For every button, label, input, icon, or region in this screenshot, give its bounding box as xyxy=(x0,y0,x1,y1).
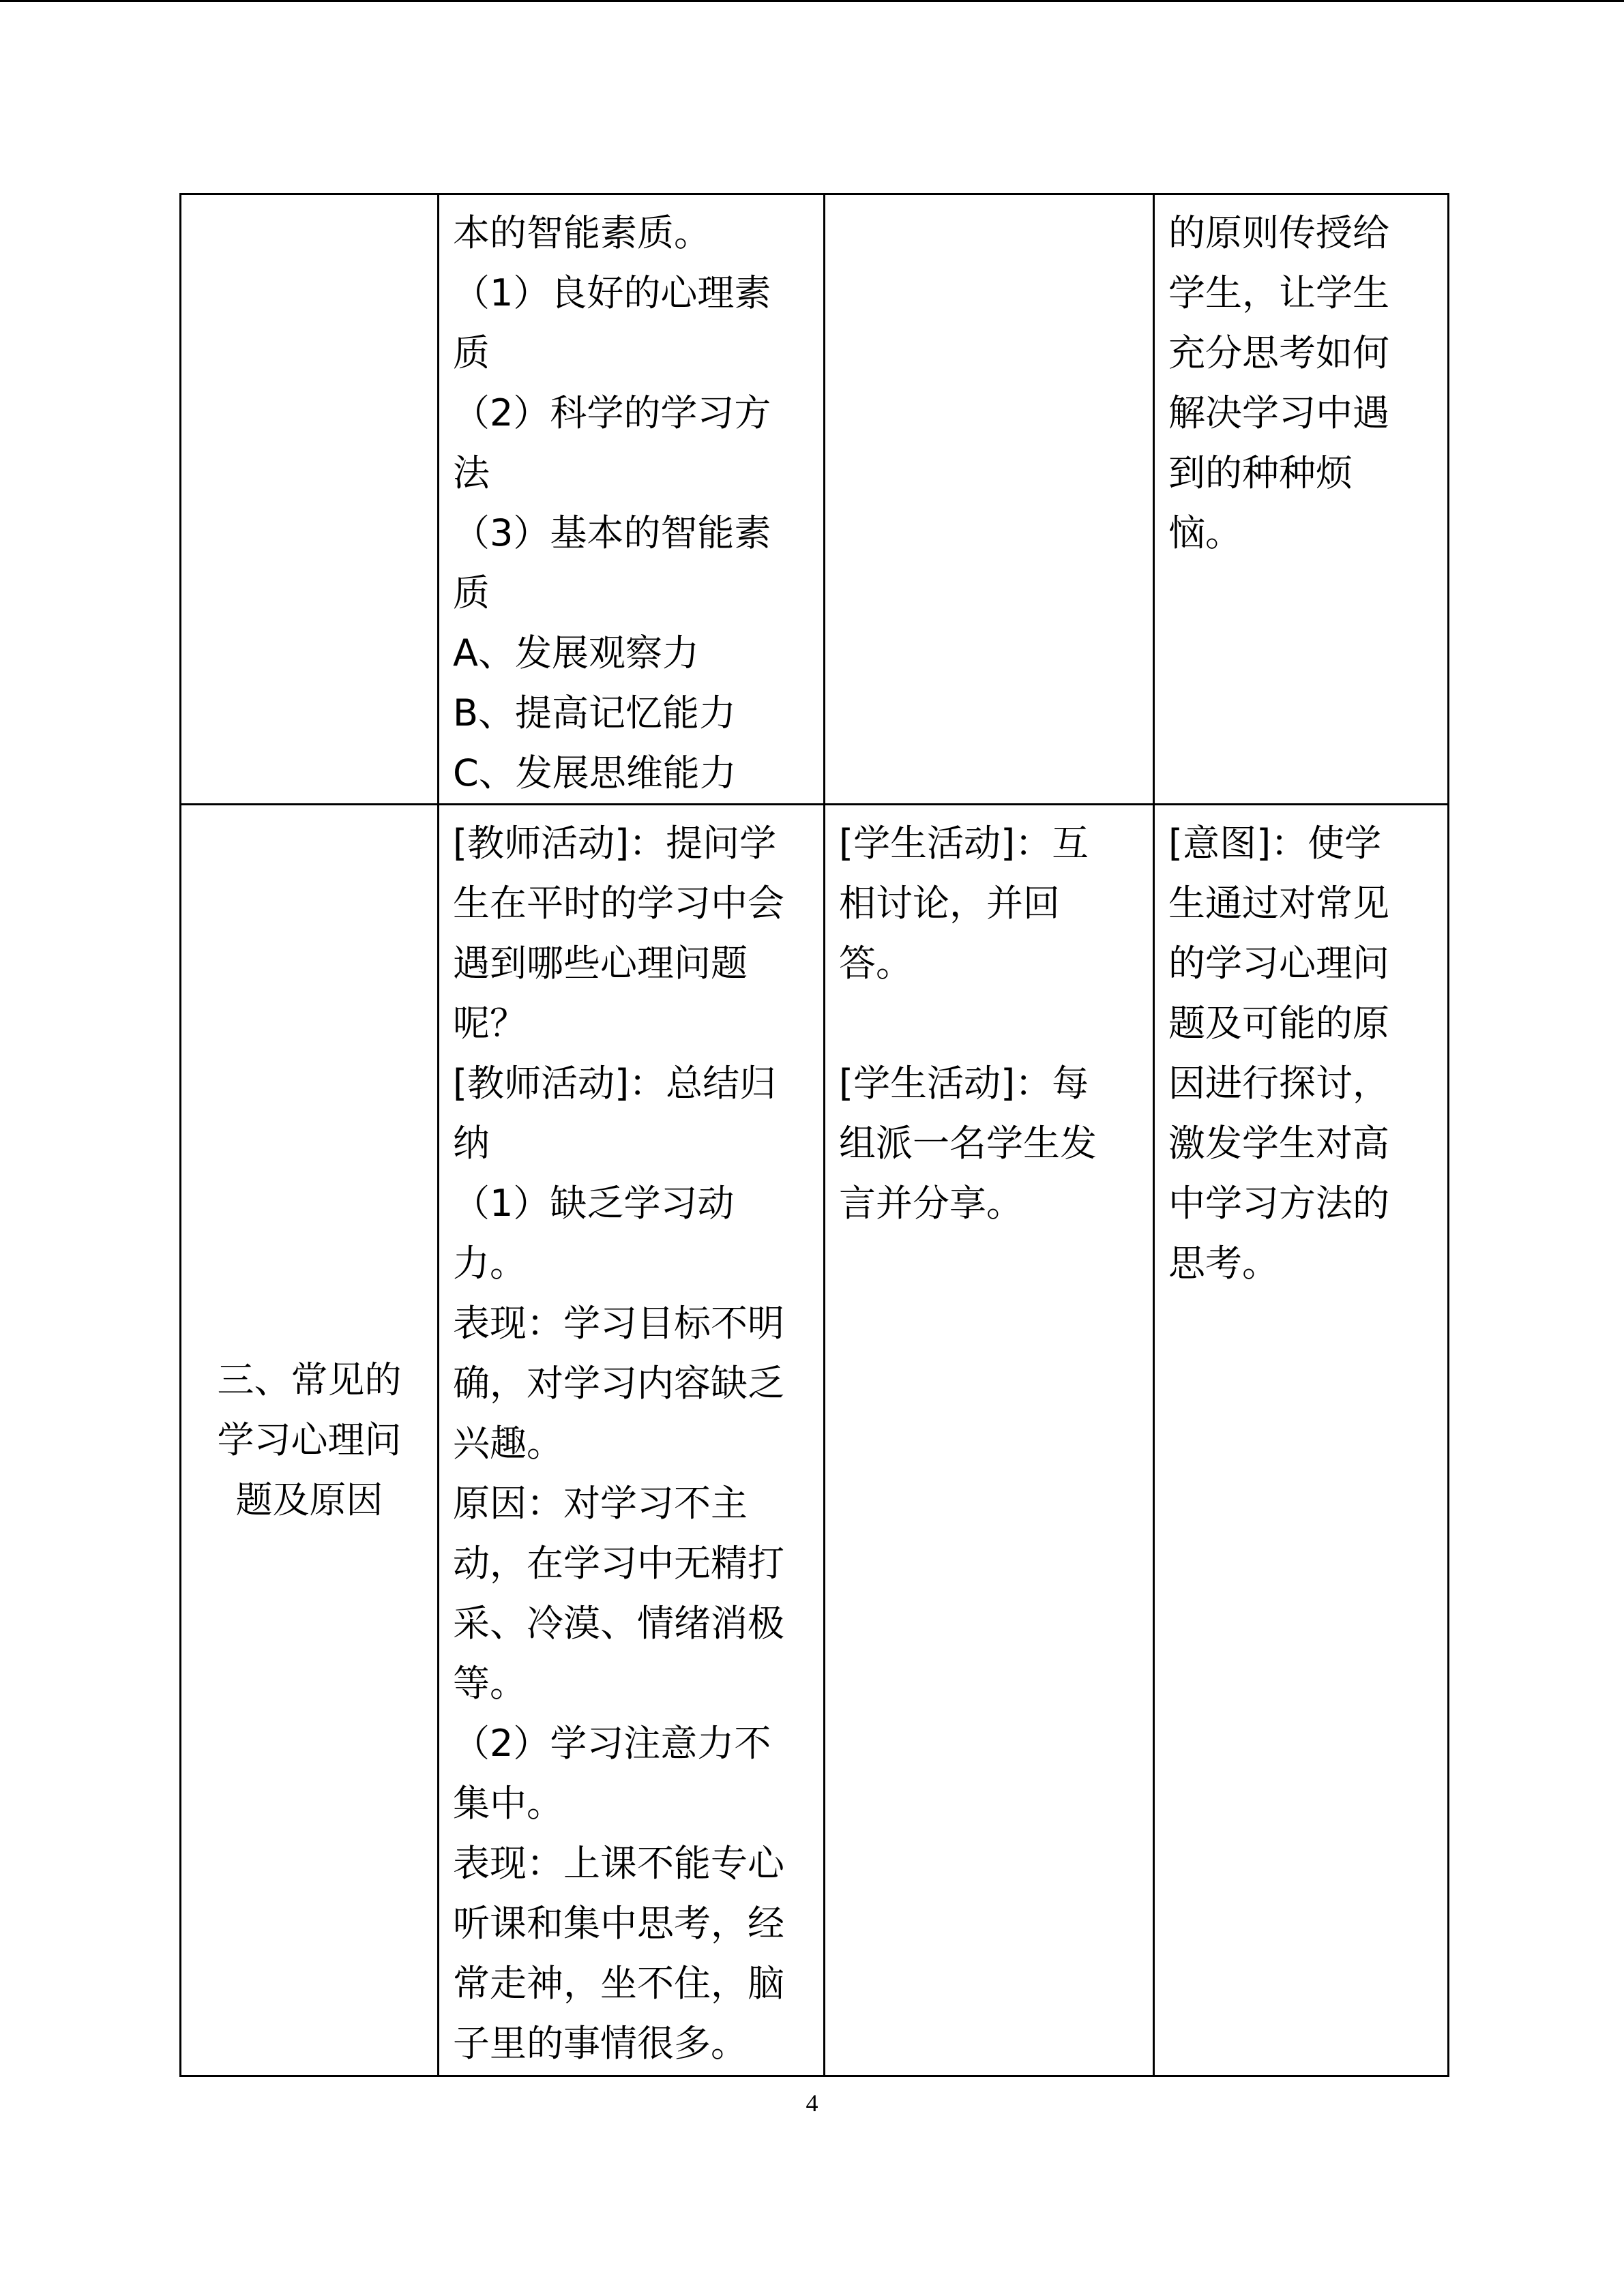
text-line: 集中。 xyxy=(453,1782,563,1825)
text-line: （1）缺乏学习动 xyxy=(453,1182,735,1225)
text-line: （2）科学的学习方 xyxy=(453,391,771,434)
table-row xyxy=(181,805,1449,2076)
text-line: 质 xyxy=(453,571,490,614)
text-line: 兴趣。 xyxy=(453,1422,563,1465)
text-line: [学生活动]：互 xyxy=(839,822,1089,865)
text-line: [教师活动]：提问学 xyxy=(453,822,777,865)
text-line: 言并分享。 xyxy=(839,1182,1023,1225)
text-line: [学生活动]：每 xyxy=(839,1062,1089,1105)
text-line: 的学习心理问 xyxy=(1168,942,1389,985)
text-line: （2）学习注意力不 xyxy=(453,1722,771,1765)
text-line: 表现：学习目标不明 xyxy=(453,1302,784,1345)
text-line: 法 xyxy=(453,451,490,494)
text-line: 本的智能素质。 xyxy=(453,211,711,254)
text-line: 听课和集中思考，经 xyxy=(453,1902,784,1945)
text-line: B、提高记忆能力 xyxy=(453,691,737,734)
text-line: 学生，让学生 xyxy=(1168,271,1389,314)
text-line: 子里的事情很多。 xyxy=(453,2022,748,2065)
text-line: 到的种种烦 xyxy=(1168,451,1353,494)
text-line: 呢？ xyxy=(453,1002,527,1045)
text-line: A、发展观察力 xyxy=(453,631,699,674)
page-number: 4 xyxy=(806,2089,818,2117)
text-line: 纳 xyxy=(453,1122,490,1165)
stage-cell xyxy=(181,805,439,2076)
stage-title-line: 题及原因 xyxy=(235,1478,383,1521)
text-line: 题及可能的原 xyxy=(1168,1002,1389,1045)
lesson-plan-table xyxy=(179,193,1447,2077)
text-line: 激发学生对高 xyxy=(1168,1122,1389,1165)
text-line: 充分思考如何 xyxy=(1168,331,1389,374)
text-line: 答。 xyxy=(839,942,913,985)
stage-cell xyxy=(181,194,439,805)
text-line: 思考。 xyxy=(1168,1242,1279,1285)
text-line: 组派一名学生发 xyxy=(839,1122,1097,1165)
text-line: 表现：上课不能专心 xyxy=(453,1842,784,1885)
table-row xyxy=(181,194,1449,805)
text-line: （1）良好的心理素 xyxy=(453,271,771,314)
teacher-activity-cell xyxy=(439,805,825,2076)
intent-cell xyxy=(1154,805,1449,2076)
text-line: 动，在学习中无精打 xyxy=(453,1542,784,1585)
text-line: 常走神，坐不住，脑 xyxy=(453,1962,784,2005)
text-line: 确，对学习内容缺乏 xyxy=(453,1362,784,1405)
text-line: 力。 xyxy=(453,1242,527,1285)
text-line: 相讨论，并回 xyxy=(839,882,1060,925)
top-border-line xyxy=(0,0,1624,2)
text-line: 采、冷漠、情绪消极 xyxy=(453,1602,784,1645)
text-line: 遇到哪些心理问题 xyxy=(453,942,748,985)
text-line: 原因：对学习不主 xyxy=(453,1482,748,1525)
text-line: C、发展思维能力 xyxy=(453,751,737,794)
intent-cell xyxy=(1154,194,1449,805)
text-line: 因进行探讨， xyxy=(1168,1062,1389,1105)
text-line: 恼。 xyxy=(1168,511,1242,554)
stage-title-line: 三、常见的 xyxy=(217,1358,402,1401)
text-line: 质 xyxy=(453,331,490,374)
text-line: 解决学习中遇 xyxy=(1168,391,1389,434)
text-line: 生在平时的学习中会 xyxy=(453,882,784,925)
text-line: 中学习方法的 xyxy=(1168,1182,1389,1225)
text-line: （3）基本的智能素 xyxy=(453,511,771,554)
text-line: 生通过对常见 xyxy=(1168,882,1389,925)
blank-line xyxy=(839,994,1139,1054)
student-activity-cell xyxy=(825,194,1154,805)
text-line: [意图]：使学 xyxy=(1168,822,1382,865)
text-line: [教师活动]：总结归 xyxy=(453,1062,777,1105)
text-line: 等。 xyxy=(453,1662,527,1705)
teacher-activity-cell xyxy=(439,194,825,805)
text-line: 的原则传授给 xyxy=(1168,211,1389,254)
stage-title-line: 学习心理问 xyxy=(217,1418,402,1461)
student-activity-cell xyxy=(825,805,1154,2076)
